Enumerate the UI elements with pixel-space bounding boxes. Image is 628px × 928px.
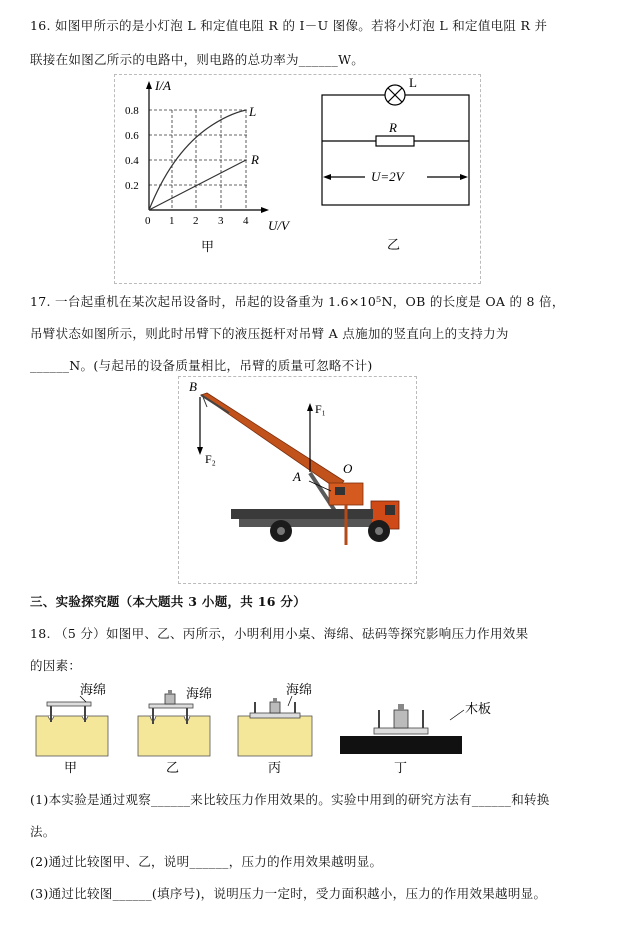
label-O: O: [343, 461, 353, 476]
q18-sub1b: 法。: [30, 824, 56, 839]
q18-figure-svg: [30, 680, 510, 776]
q18-sub2: (2)通过比较图甲、乙，说明______，压力的作用效果越明显。: [30, 854, 383, 869]
curve-L-label: L: [249, 104, 257, 119]
q16-figure: [114, 74, 481, 284]
section-3-heading: 三、实验探究题（本大题共 3 小题，共 16 分）: [30, 594, 307, 609]
setup-jia: [36, 682, 108, 775]
ytick: 0.6: [125, 130, 139, 142]
ytick: 0.8: [125, 105, 139, 117]
setup-ding: [340, 701, 491, 775]
q16-figure-svg: [115, 75, 480, 283]
iu-graph: [125, 78, 291, 254]
voltage-label: U=2V: [371, 169, 404, 184]
circuit-diagram: [322, 85, 469, 205]
circuit-caption: 乙: [387, 237, 401, 252]
setup-yi: [138, 686, 212, 775]
wood-board: [340, 736, 462, 754]
setup-caption: 丁: [394, 760, 408, 775]
setup-caption: 甲: [64, 760, 78, 775]
ytick: 0.4: [125, 155, 139, 167]
q16-line2: 联接在如图乙所示的电路中，则电路的总功率为______W。: [30, 52, 365, 67]
ytick: 0.2: [125, 180, 139, 192]
q18-sub1a: (1)本实验是通过观察______来比较压力作用效果的。实验中用到的研究方法有______和转换: [30, 792, 550, 807]
q18-figure: [30, 680, 510, 776]
setup-caption: 丙: [268, 760, 282, 775]
truck-bed: [231, 509, 373, 519]
xtick: 3: [218, 215, 224, 227]
label-B: B: [189, 379, 197, 394]
label-F2: F₂: [205, 452, 216, 466]
q17-line2: 吊臂状态如图所示，则此时吊臂下的液压挺杆对吊臂 A 点施加的竖直向上的支持力为: [30, 326, 509, 341]
q18-line2: 的因素：: [30, 658, 82, 673]
setup-caption: 乙: [166, 760, 180, 775]
sponge-label: 海绵: [286, 682, 313, 697]
setup-bing: [238, 682, 312, 775]
crane-svg: [179, 377, 416, 583]
q18-sub3: (3)通过比较图______(填序号)，说明压力一定时，受力面积越小，压力的作用效果越明显。: [30, 886, 547, 901]
crane-figure: [178, 376, 417, 584]
sponge-label: 海绵: [186, 686, 213, 701]
graph-caption: 甲: [201, 239, 215, 254]
xtick: 1: [169, 215, 175, 227]
y-axis-label: I/A: [155, 78, 171, 93]
xtick: 2: [193, 215, 199, 227]
sponge-label: 海绵: [80, 682, 107, 697]
q16-line1: 16. 如图甲所示的是小灯泡 L 和定值电阻 R 的 I－U 图像。若将小灯泡 L 和定值电阻 R 并: [30, 18, 548, 33]
xtick: 4: [243, 215, 249, 227]
q17-line1: 17. 一台起重机在某次起吊设备时，吊起的设备重为 1.6×10⁵N，OB 的长度是 OA 的 8 倍，: [30, 294, 565, 309]
q17-line3: ______N。(与起吊的设备质量相比，吊臂的质量可忽略不计): [30, 358, 373, 373]
resistor-label: R: [389, 120, 397, 135]
board-label: 木板: [465, 701, 492, 716]
x-axis-label: U/V: [268, 218, 289, 233]
lamp-label: L: [409, 75, 417, 90]
label-A: A: [293, 469, 301, 484]
xtick: 0: [145, 215, 151, 227]
resistor-icon: [376, 136, 414, 146]
label-F1: F₁: [315, 402, 326, 416]
q18-line1: 18. （5 分）如图甲、乙、丙所示，小明利用小桌、海绵、砝码等探究影响压力作用效果: [30, 626, 529, 641]
curve-R-label: R: [251, 152, 259, 167]
